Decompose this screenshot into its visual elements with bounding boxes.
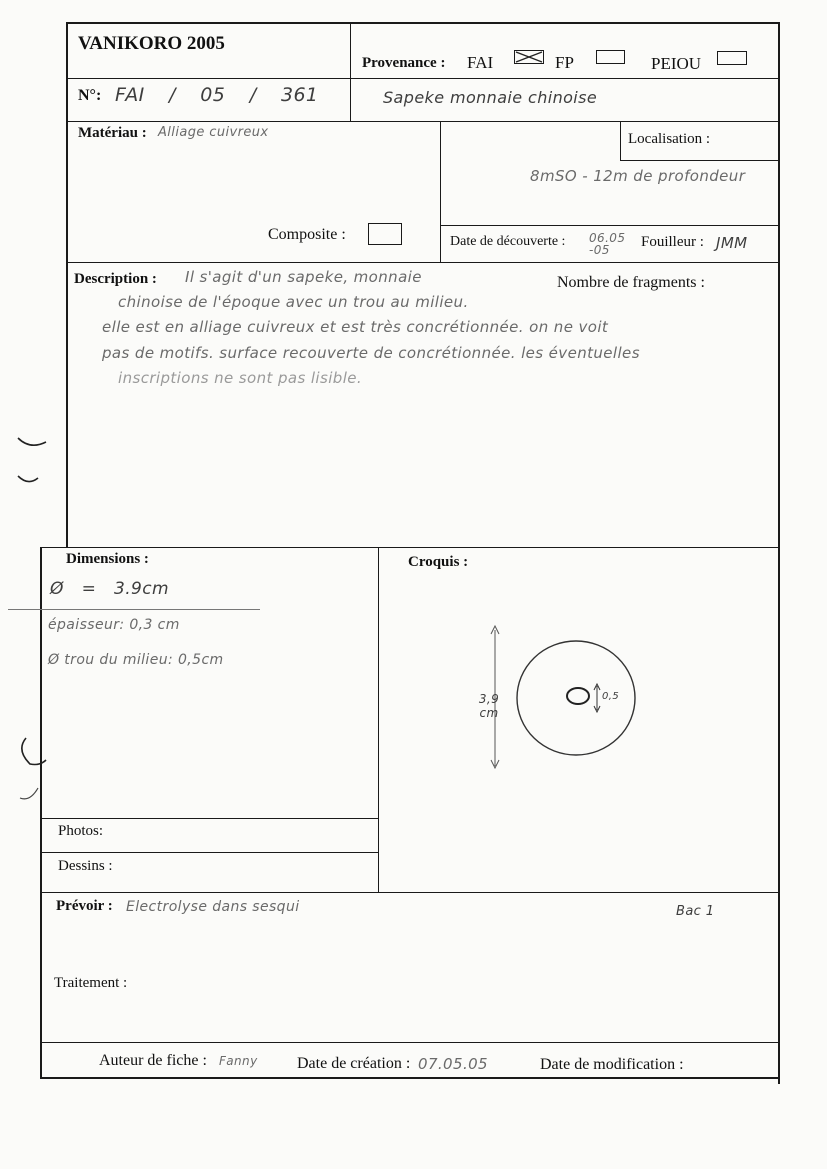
- option-fai-checkbox[interactable]: [514, 50, 544, 64]
- description-line[interactable]: inscriptions ne sont pas lisible.: [118, 369, 363, 387]
- option-peiou-label: PEIOU: [651, 54, 702, 73]
- option-fp-checkbox[interactable]: [596, 50, 625, 64]
- provenance-label: Provenance :: [362, 55, 446, 71]
- sheet-title: VANIKORO 2005: [78, 33, 225, 54]
- fragment-count-label: Nombre de fragments :: [557, 274, 705, 291]
- coin-hole: [567, 688, 589, 704]
- digger-value[interactable]: JMM: [716, 234, 748, 252]
- author-value[interactable]: Fanny: [219, 1054, 258, 1068]
- number-label: N°:: [78, 87, 102, 104]
- localisation-label: Localisation :: [628, 131, 711, 147]
- plan-value[interactable]: Electrolyse dans sesqui: [126, 899, 300, 915]
- description-line[interactable]: pas de motifs. surface recouverte de concrétionnée. les éventuelles: [102, 344, 640, 362]
- discovery-date-label: Date de découverte :: [450, 234, 566, 249]
- option-fp-label: FP: [555, 53, 574, 72]
- localisation-value[interactable]: 8mSO - 12m de profondeur: [530, 167, 746, 185]
- composite-checkbox[interactable]: [368, 223, 402, 245]
- description-line[interactable]: chinoise de l'époque avec un trou au milieu.: [118, 293, 469, 311]
- creation-date-label: Date de création :: [297, 1055, 411, 1072]
- sketch-diameter-label: 3,9 cm: [478, 692, 500, 720]
- object-name-value[interactable]: Sapeke monnaie chinoise: [383, 88, 598, 107]
- sketch-label: Croquis :: [408, 554, 469, 570]
- drawings-label: Dessins :: [58, 858, 113, 874]
- sketch-hole-label: 0,5: [602, 691, 620, 702]
- description-line[interactable]: elle est en alliage cuivreux et est très concrétionnée. on ne voit: [102, 318, 609, 336]
- dimensions-label: Dimensions :: [66, 551, 149, 567]
- binder-ring-marks: [0, 420, 60, 820]
- modification-date-label: Date de modification :: [540, 1056, 684, 1073]
- composite-label: Composite :: [268, 226, 346, 243]
- hole-diameter-value[interactable]: Ø trou du milieu: 0,5cm: [48, 652, 224, 668]
- checkmark-cross-icon: [515, 51, 543, 63]
- discovery-date-value[interactable]: 06.05 -05: [589, 231, 626, 257]
- treatment-label: Traitement :: [54, 975, 128, 991]
- creation-date-value[interactable]: 07.05.05: [418, 1055, 488, 1073]
- description-label: Description :: [74, 271, 157, 287]
- digger-label: Fouilleur :: [641, 234, 704, 250]
- bin-value[interactable]: Bac 1: [676, 904, 715, 919]
- material-value[interactable]: Alliage cuivreux: [158, 125, 269, 140]
- thickness-value[interactable]: épaisseur: 0,3 cm: [48, 617, 180, 633]
- option-fai-label: FAI: [467, 53, 494, 72]
- diameter-value[interactable]: Ø = 3.9cm: [50, 579, 169, 599]
- material-label: Matériau :: [78, 125, 147, 141]
- description-line[interactable]: Il s'agit d'un sapeke, monnaie: [185, 268, 422, 286]
- option-peiou-checkbox[interactable]: [717, 51, 747, 65]
- author-label: Auteur de fiche :: [99, 1052, 207, 1069]
- number-value[interactable]: FAI / 05 / 361: [115, 84, 319, 106]
- plan-label: Prévoir :: [56, 898, 113, 914]
- photos-label: Photos:: [58, 823, 104, 839]
